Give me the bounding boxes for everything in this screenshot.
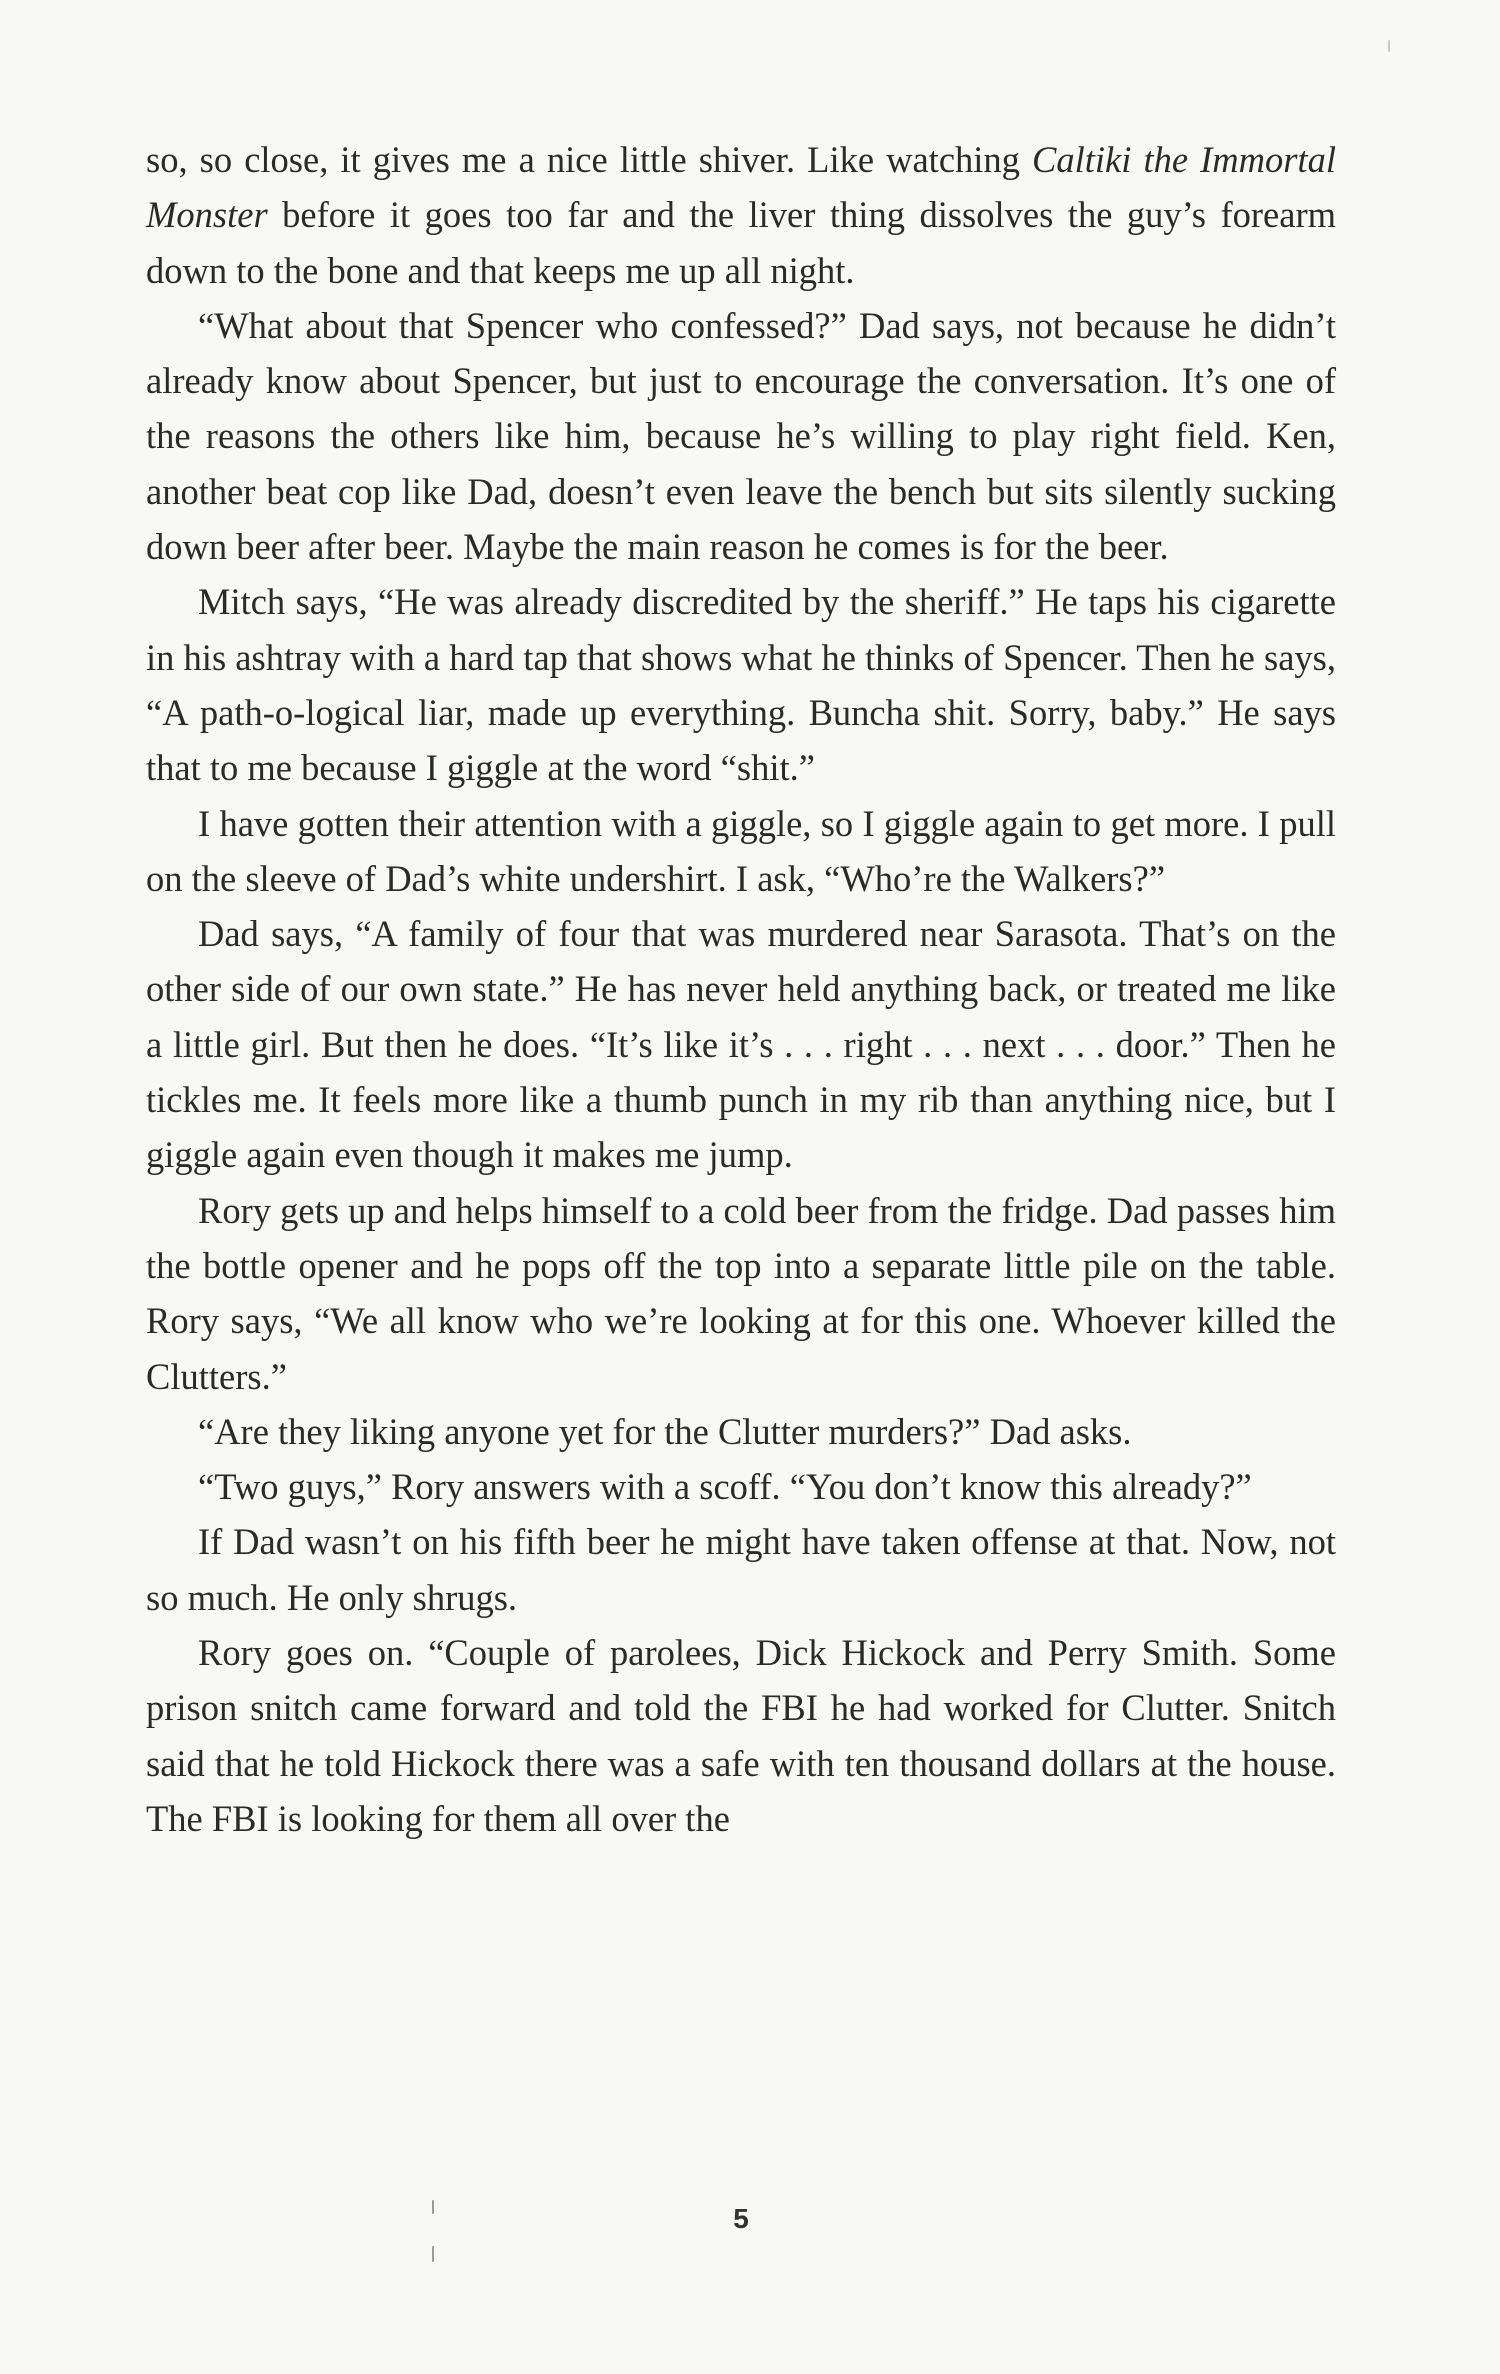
scan-speck [1388,40,1390,52]
page-number-value: 5 [733,2203,749,2234]
paragraph-1 [146,132,1336,298]
paragraph-9: If Dad wasn’t on his fifth beer he might have taken offense at that. Now, not so much. He only shrugs. [146,1521,1336,1618]
body-text [146,132,1336,1846]
paragraph-8: “Two guys,” Rory answers with a scoff. “You don’t know this already?” [198,1466,1252,1508]
paragraph-4: I have gotten their attention with a giggle, so I giggle again to get more. I pull on the sleeve of Dad’s white undershirt. I ask, “Who’re the Walkers?” [146,802,1336,899]
paragraph-5: Dad says, “A family of four that was murdered near Sarasota. That’s on the other side of our own state.” He has never held anything back, or treated me like a little girl. But then he does. “It’s like it’s . . . right . . . next . . . door.” Then he tickles me. It feels more like a thumb punch in my rib than anything nice, but I giggle again even though it makes me jump. [146,913,1336,1176]
paragraph-1-start: so, so close, it gives me a nice little shiver. Like watching [146,139,1033,180]
scan-speck [432,2200,434,2214]
paragraph-10: Rory goes on. “Couple of parolees, Dick Hickock and Perry Smith. Some prison snitch came forward and told the FBI he had worked for Clutter. Snitch said that he told Hickock there was a safe with ten thousand dollars at the house. The FBI is looking for them all over the [146,1632,1336,1839]
movie-title: Caltiki the Immortal Monster [146,139,1336,236]
paragraph-2: “What about that Spencer who confessed?” Dad says, not because he didn’t already know about Spencer, but just to encourage the conversation. It’s one of the reasons the others like him, because he’s willing to play right field. Ken, another beat cop like Dad, doesn’t even leave the bench but sits silently sucking down beer after beer. Maybe the main reason he comes is for the beer. [146,304,1336,568]
paragraph-1-end: before it goes too far and the liver thing dissolves the guy’s forearm down to the bone and that keeps me up all night. [146,194,1336,291]
paragraph-7: “Are they liking anyone yet for the Clutter murders?” Dad asks. [198,1410,1132,1452]
scan-speck [432,2246,434,2262]
page-number [0,2203,1500,2235]
paragraph-3: Mitch says, “He was already discredited by the sheriff.” He taps his cigarette in his ashtray with a hard tap that shows what he thinks of Spencer. Then he says, “A path-o-logical liar, made up everything. Buncha shit. Sorry, baby.” He says that to me because I giggle at the word “shit.” [146,581,1336,789]
paragraph-6: Rory gets up and helps himself to a cold beer from the fridge. Dad passes him the bottle opener and he pops off the top into a separate little pile on the table. Rory says, “We all know who we’re looking at for this one. Whoever killed the Clutters.” [146,1189,1336,1397]
